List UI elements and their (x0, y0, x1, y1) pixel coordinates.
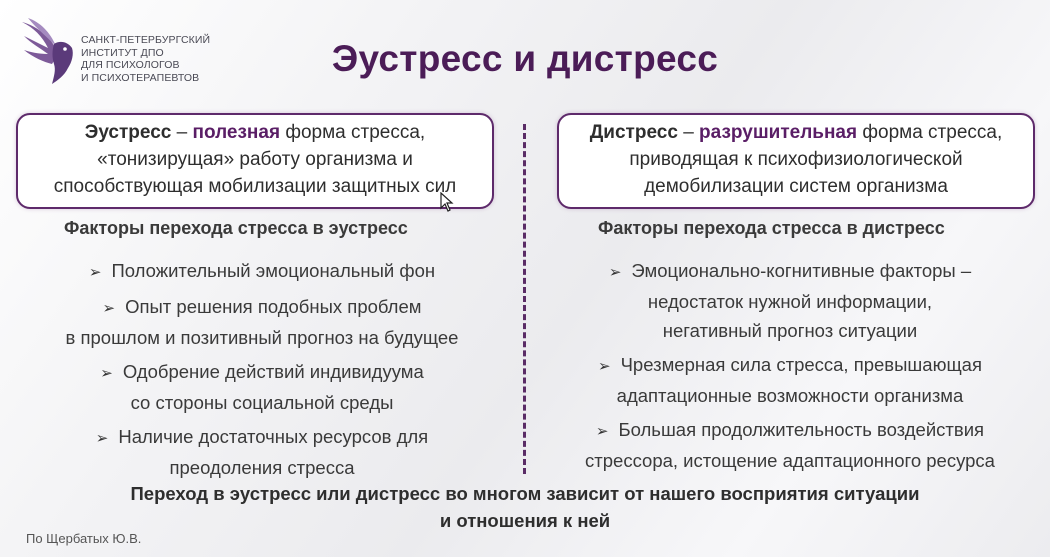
list-item (545, 415, 1035, 475)
highlight-word: разрушительная (699, 122, 858, 143)
definition-line (18, 119, 492, 146)
item-line: недостаток нужной информации, (647, 291, 933, 312)
logo-line: САНКТ-ПЕТЕРБУРГСКИЙ (81, 34, 211, 46)
item-text: Большая продолжительность воздействия (618, 419, 985, 440)
column-divider (523, 124, 526, 474)
item-line: в прошлом и позитивный прогноз на будущее (65, 327, 459, 348)
item-text: Положительный эмоциональный фон (111, 260, 436, 281)
definition-line: демобилизации систем организма (644, 176, 948, 197)
logo-line: И ПСИХОТЕРАПЕВТОВ (81, 71, 200, 84)
item-line: адаптационные возможности организма (616, 385, 964, 406)
arrow-bullet-icon: ➢ (100, 365, 113, 382)
arrow-bullet-icon: ➢ (608, 264, 622, 281)
logo-line: ДЛЯ ПСИХОЛОГОВ (81, 59, 180, 71)
dash: – (171, 122, 193, 143)
definition-line: «тонизирущая» работу организма и (97, 149, 413, 170)
item-line: стрессора, истощение адаптационного ресурса (585, 450, 995, 471)
list-item (545, 256, 1035, 345)
arrow-bullet-icon: ➢ (595, 423, 609, 440)
list-item (16, 256, 508, 287)
item-line: негативный прогноз ситуации (662, 320, 918, 341)
definition-rest: форма стресса, (280, 122, 426, 143)
definition-line: приводящая к психофизиологической (629, 149, 963, 170)
arrow-bullet-icon: ➢ (95, 430, 109, 447)
item-line (545, 256, 1035, 287)
item-text: Опыт решения подобных проблем (125, 296, 422, 317)
list-item (16, 357, 508, 417)
term: Дистресс (589, 122, 678, 143)
term: Эустресс (84, 122, 172, 143)
item-line (16, 357, 508, 388)
author-credit: По Щербатых Ю.В. (26, 531, 142, 546)
item-line (545, 415, 1035, 446)
distress-definition-box (557, 113, 1035, 209)
distress-factors-list (545, 256, 1035, 480)
item-line: преодоления стресса (169, 457, 355, 478)
conclusion-line: и отношения к ней (439, 510, 611, 531)
slide-title: Эустресс и дистресс (331, 38, 719, 79)
arrow-bullet-icon: ➢ (598, 358, 611, 375)
eustress-factors-title: Факторы перехода стресса в эустресс (64, 218, 408, 238)
item-text: Наличие достаточных ресурсов для (118, 426, 429, 447)
dash: – (677, 122, 700, 143)
highlight-word: полезная (192, 122, 281, 143)
list-item (545, 350, 1035, 410)
mouse-cursor-icon (440, 192, 454, 212)
item-text: Чрезмерная сила стресса, превышающая (620, 354, 982, 375)
item-line (16, 292, 508, 323)
definition-rest: форма стресса, (857, 122, 1003, 143)
item-line (16, 422, 508, 453)
arrow-bullet-icon: ➢ (88, 264, 102, 281)
item-line (545, 350, 1035, 381)
definition-line: способствующая мобилизации защитных сил (53, 176, 457, 197)
eustress-factors-list (16, 256, 508, 487)
arrow-bullet-icon: ➢ (102, 300, 116, 317)
conclusion (0, 480, 1050, 534)
definition-line (559, 119, 1033, 146)
conclusion-line: Переход в эустресс или дистресс во многом зависит от нашего восприятия ситуации (130, 483, 920, 504)
distress-factors-title: Факторы перехода стресса в дистресс (598, 218, 945, 238)
item-text: Эмоционально-когнитивные факторы – (631, 260, 972, 281)
item-line (16, 256, 508, 287)
item-text: Одобрение действий индивидуума (122, 361, 424, 382)
list-item (16, 422, 508, 482)
list-item (16, 292, 508, 352)
item-line: со стороны социальной среды (130, 392, 394, 413)
eustress-definition-box (16, 113, 494, 209)
logo-line: ИНСТИТУТ ДПО (81, 46, 164, 59)
